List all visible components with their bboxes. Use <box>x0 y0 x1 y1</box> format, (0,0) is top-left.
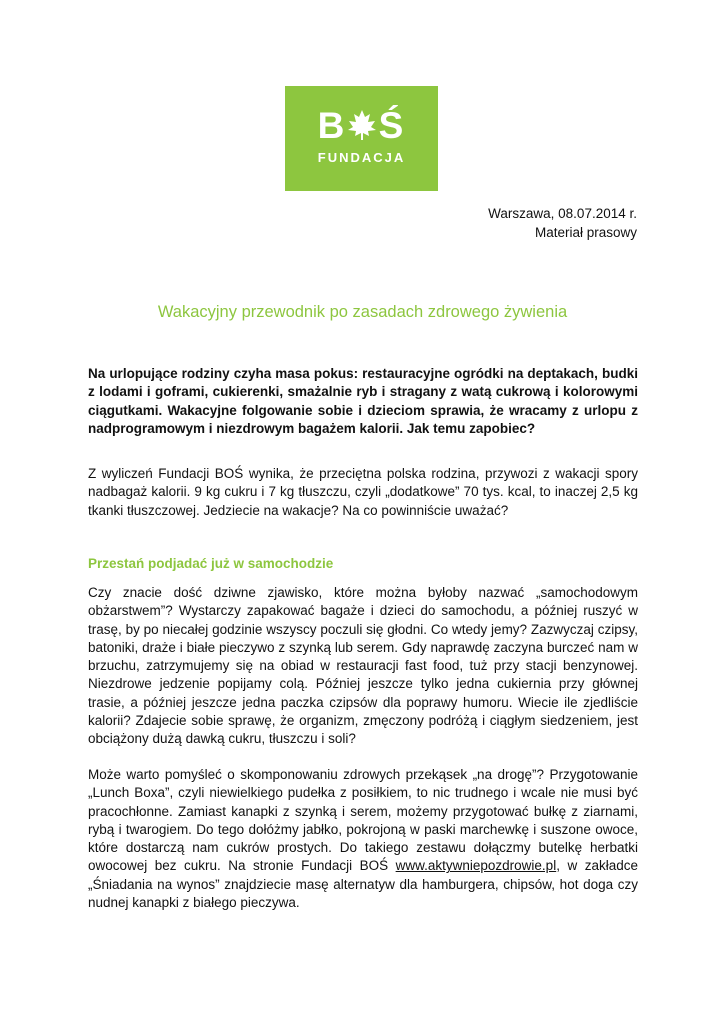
paragraph-3-text-after-link: , w zakładce „Śniadania na wynos” znajdziecie masę alternatyw dla hamburgera, chipsów, hot doga czy nudnej kanapki z białego pieczywa. <box>88 858 638 911</box>
logo-brand: B Ś <box>317 105 405 146</box>
lead-paragraph: Na urlopujące rodziny czyha masa pokus: restauracyjne ogródki na deptakach, budki z lodami i goframi, cukierenki, smażalnie ryb i stragany z watą cukrową i kolorowymi ciągutkami. Wakacyjne folgowanie sobie i dzieciom sprawia, że wracamy z urlopu z nadprogramowym i niezdrowym bagażem kalorii. Jak temu zapobiec? <box>88 366 638 436</box>
aktywniepozdrowie-link[interactable]: www.aktywniepozdrowie.pl <box>395 858 557 874</box>
document-title: Wakacyjny przewodnik po zasadach zdrowego żywienia <box>157 303 568 321</box>
place-date: Warszawa, 08.07.2014 r. <box>488 206 637 221</box>
paragraph-3-text-before-link: Może warto pomyśleć o skomponowaniu zdrowych przekąsek „na drogę”? Przygotowanie „Lunch Boxa”, czyli niewielkiego pudełka z posiłkiem, to nic trudnego i wcale nie musi być pracochłonne. Zamiast kanapki z szynką i serem, możemy przygotować bułkę z ziarnami, rybą i twarogiem. Do tego dołóżmy jabłko, pokrojoną w paski marchewkę i suszone owoce, które dostarczą nam cukrów prostych. Do takiego zestawu dołączmy butelkę herbatki owocowej bez cukru. Na stronie Fundacji BOŚ <box>88 767 638 874</box>
dateline <box>488 204 637 242</box>
body-paragraph-2: Czy znacie dość dziwne zjawisko, które można byłoby nazwać „samochodowym obżarstwem”? Wystarczy zapakować bagaże i dzieci do samochodu, a później ruszyć w trasę, by po niecałej godzinie wszyscy poczuli się głodni. Co wtedy jemy? Zazwyczaj czipsy, batoniki, draże i białe pieczywo z szynką lub serem. Gdy naprawdę zaczyna burczeć nam w brzuchu, zatrzymujemy się na obiad w restauracji fast food, tuż przy stacji benzynowej. Niezdrowe jedzenie popijamy colą. Później jeszcze tylko jedna cukiernia przy głównej trasie, a później jeszcze jedna paczka czipsów dla poprawy humoru. Wiecie ile zjedliście kalorii? Zdajecie sobie sprawę, że organizm, zmęczony podróżą i ciągłym siedzeniem, jest obciążony dużą dawką cukru, tłuszczu i soli? <box>88 585 638 747</box>
section-heading: Przestań podjadać już w samochodzie <box>88 556 334 571</box>
logo-subtitle: FUNDACJA <box>317 150 406 165</box>
fundacja-bos-logo <box>285 86 438 191</box>
body-paragraph-1: Z wyliczeń Fundacji BOŚ wynika, że przeciętna polska rodzina, przywozi z wakacji spory nadbagaż kalorii. 9 kg cukru i 7 kg tłuszczu, czyli „dodatkowe” 70 tys. kcal, to inaczej 2,5 kg tkanki tłuszczowej. Jedziecie na wakacje? Na co powinniście uważać? <box>88 466 638 518</box>
document-kind: Materiał prasowy <box>534 225 637 240</box>
body-paragraph-3 <box>88 766 638 912</box>
